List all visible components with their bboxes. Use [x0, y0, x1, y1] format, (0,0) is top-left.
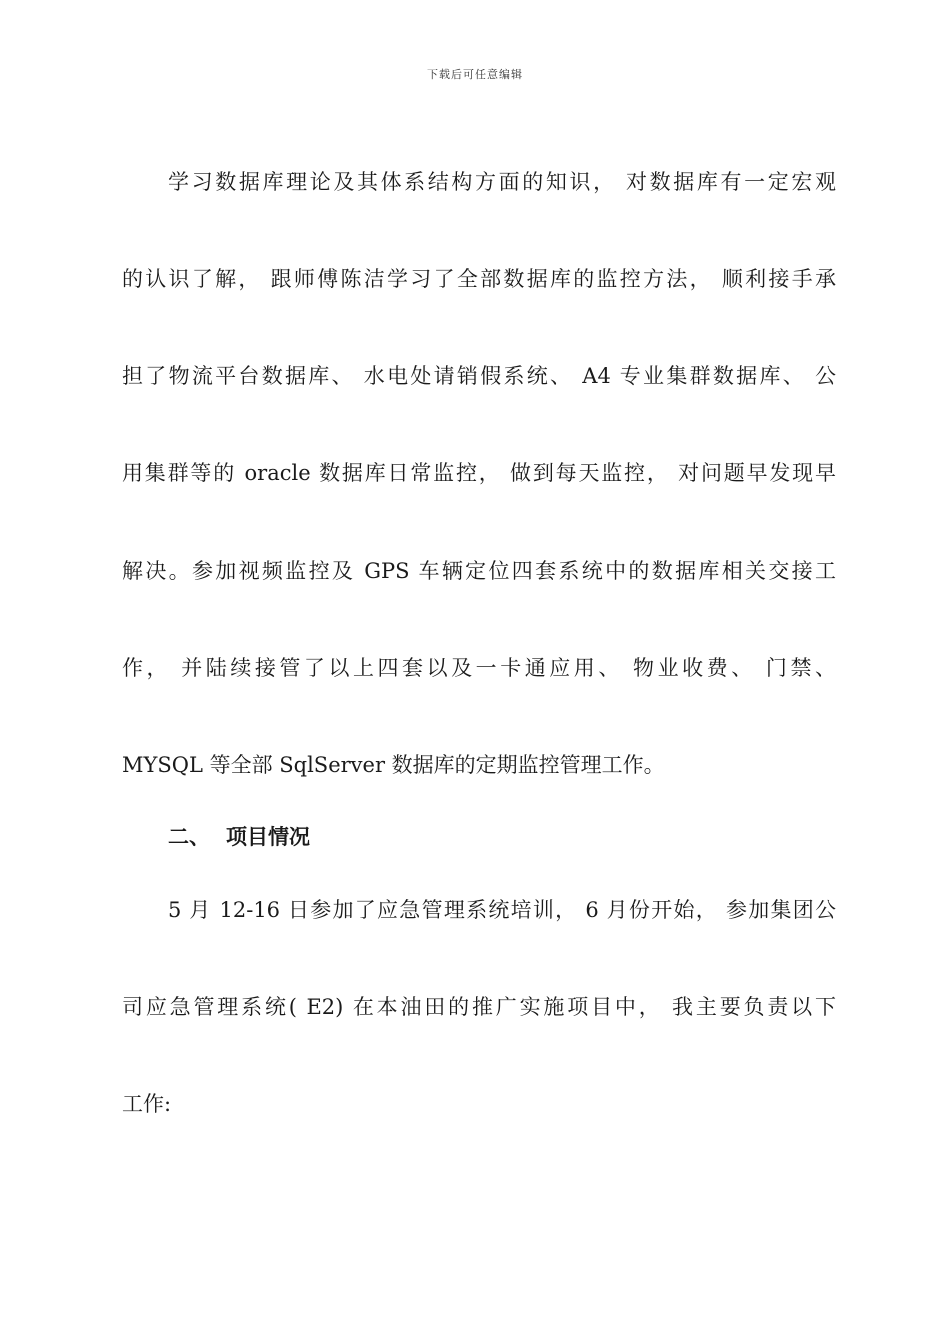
- paragraph-line: 担了物流平台数据库、 水电处请销假系统、 A4 专业集群数据库、 公: [122, 364, 836, 388]
- paragraph-line: 学习数据库理论及其体系结构方面的知识， 对数据库有一定宏观: [168, 170, 836, 194]
- paragraph-line: 解决。参加视频监控及 GPS 车辆定位四套系统中的数据库相关交接工: [122, 559, 836, 583]
- paragraph-line: 用集群等的 oracle 数据库日常监控， 做到每天监控， 对问题早发现早: [122, 461, 836, 485]
- paragraph-line: 的认识了解， 跟师傅陈洁学习了全部数据库的监控方法， 顺利接手承: [122, 267, 836, 291]
- paragraph-line: 工作:: [122, 1092, 172, 1116]
- paragraph-line: 作， 并陆续接管了以上四套以及一卡通应用、 物业收费、 门禁、: [122, 656, 836, 680]
- page-header: 下载后可任意编辑: [427, 68, 523, 81]
- paragraph-line: MYSQL 等全部 SqlServer 数据库的定期监控管理工作。: [122, 753, 665, 777]
- section-number: 二、: [168, 825, 210, 849]
- paragraph-line: 司应急管理系统( E2) 在本油田的推广实施项目中， 我主要负责以下: [122, 995, 836, 1019]
- section-title: 项目情况: [226, 825, 310, 849]
- paragraph-line: 5 月 12-16 日参加了应急管理系统培训， 6 月份开始， 参加集团公: [168, 898, 836, 922]
- section-heading: [168, 823, 310, 851]
